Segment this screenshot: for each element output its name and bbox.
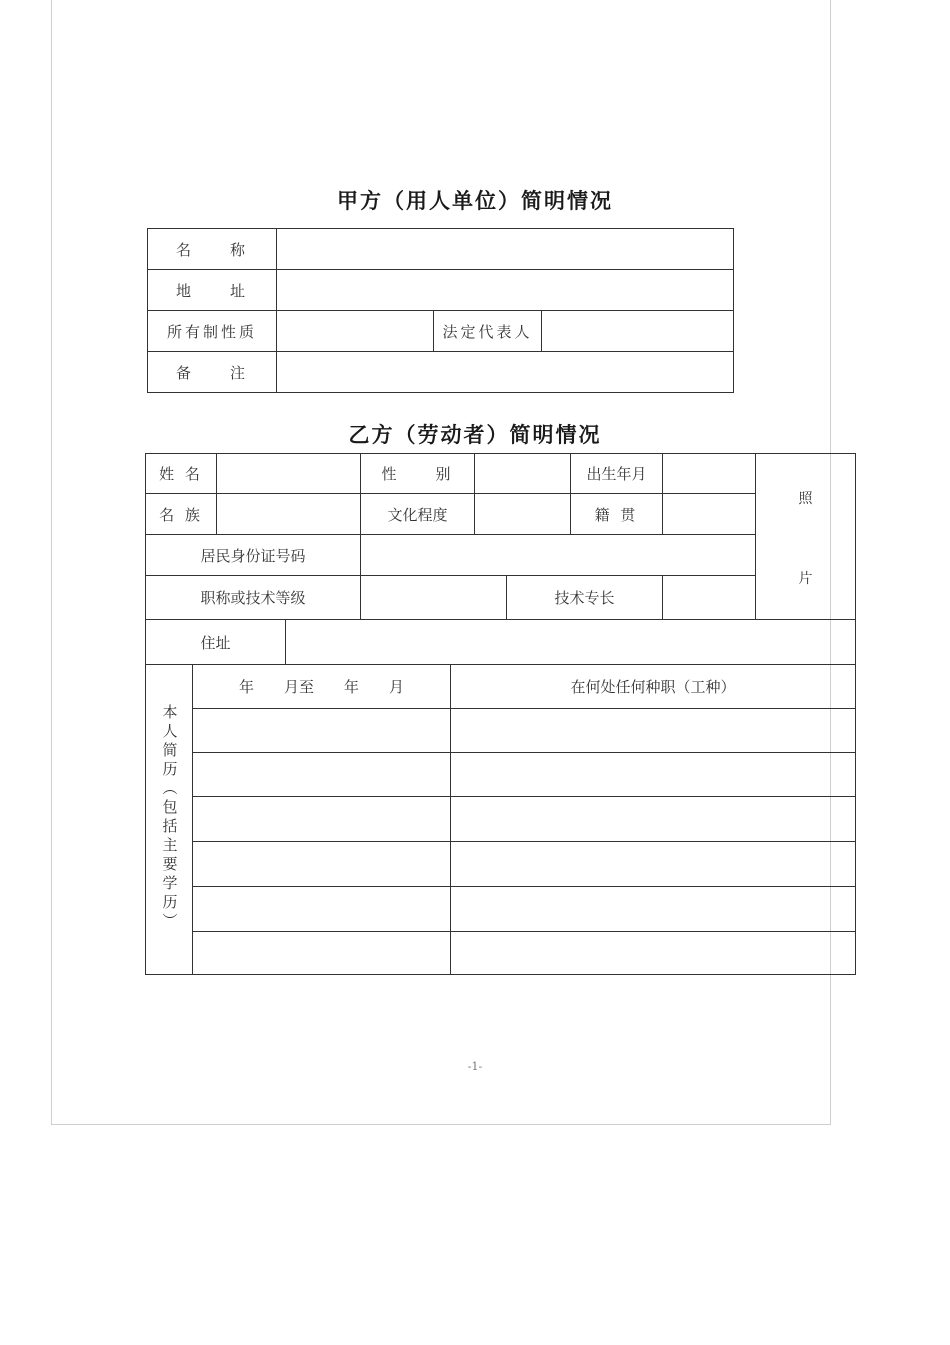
table-row [146,576,856,620]
native-label: 籍 贯 [571,494,663,535]
party-a-title: 甲方（用人单位）简明情况 [337,189,613,213]
name-field[interactable] [217,454,361,494]
party-b-title: 乙方（劳动者）简明情况 [348,423,602,447]
residence-label: 住址 [146,620,286,665]
legal-rep-label: 法定代表人 [434,311,542,352]
resume-label-cell [146,665,193,975]
period-field[interactable] [193,932,451,975]
ethnicity-field[interactable] [217,494,361,535]
page-number: -1- [467,1060,483,1073]
table-row [146,932,856,975]
gender-label: 性 别 [361,454,475,494]
resume-label: 本人简历（包括主要学历） [160,703,179,932]
skill-label: 技术专长 [507,576,663,620]
education-label: 文化程度 [361,494,475,535]
name-label: 名 称 [148,229,277,270]
table-row [148,311,734,352]
position-field[interactable] [451,753,856,797]
photo-box[interactable] [756,454,856,620]
name-field[interactable] [277,229,734,270]
table-row [146,709,856,753]
remarks-field[interactable] [277,352,734,393]
position-header: 在何处任何种职（工种） [451,665,856,709]
name-label: 姓 名 [146,454,217,494]
ownership-label: 所有制性质 [148,311,277,352]
skill-field[interactable] [663,576,756,620]
table-row [146,665,856,709]
title-label: 职称或技术等级 [146,576,361,620]
id-field[interactable] [361,535,756,576]
table-row [146,535,856,576]
gender-field[interactable] [475,454,571,494]
table-row [148,229,734,270]
table-row [146,620,856,665]
birth-label: 出生年月 [571,454,663,494]
table-row [146,454,856,494]
ethnicity-label: 名 族 [146,494,217,535]
period-field[interactable] [193,797,451,842]
ownership-field[interactable] [277,311,434,352]
photo-label-bottom: 片 [798,571,813,587]
address-label: 地 址 [148,270,277,311]
table-row [146,494,856,535]
legal-rep-field[interactable] [542,311,734,352]
table-row [148,270,734,311]
period-field[interactable] [193,842,451,887]
period-field[interactable] [193,709,451,753]
residence-field[interactable] [286,620,856,665]
remarks-label: 备 注 [148,352,277,393]
native-field[interactable] [663,494,756,535]
photo-label-top: 照 [798,491,813,507]
birth-field[interactable] [663,454,756,494]
party-b-table [145,453,856,975]
position-field[interactable] [451,887,856,932]
party-a-table [147,228,734,393]
education-field[interactable] [475,494,571,535]
position-field[interactable] [451,797,856,842]
period-header: 年 月至 年 月 [193,665,451,709]
period-field[interactable] [193,753,451,797]
position-field[interactable] [451,932,856,975]
position-field[interactable] [451,842,856,887]
address-field[interactable] [277,270,734,311]
id-label: 居民身份证号码 [146,535,361,576]
table-row [146,887,856,932]
period-field[interactable] [193,887,451,932]
table-row [148,352,734,393]
table-row [146,753,856,797]
title-field[interactable] [361,576,507,620]
position-field[interactable] [451,709,856,753]
table-row [146,797,856,842]
table-row [146,842,856,887]
